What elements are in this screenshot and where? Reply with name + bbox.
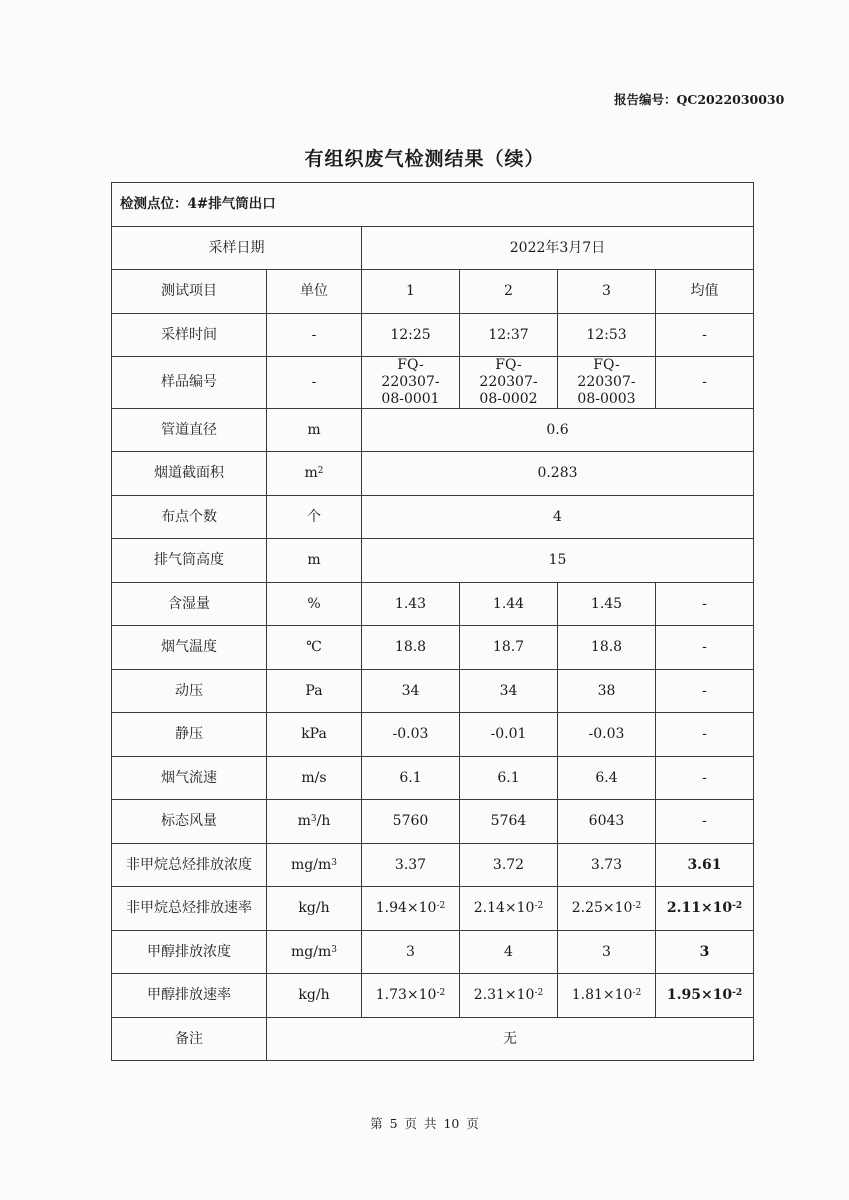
- table-row: [112, 713, 754, 757]
- unit-cell: Pa: [267, 670, 362, 713]
- item-cell: 样品编号: [112, 357, 267, 409]
- header-row: [112, 270, 754, 314]
- page-title: 有组织废气检测结果（续）: [304, 148, 545, 170]
- item-cell: 静压: [112, 713, 267, 757]
- value-cell: -0.01: [460, 713, 558, 757]
- unit-cell: 个: [267, 496, 362, 539]
- table-row: [112, 974, 754, 1018]
- value-cell: 12:53: [558, 314, 656, 357]
- value-base: 2.25×10: [571, 900, 633, 916]
- value-base: 2.14×10: [473, 900, 535, 916]
- value-exponent: -2: [732, 988, 743, 998]
- value-cell: 1.45: [558, 583, 656, 626]
- remark-row: [112, 1018, 754, 1061]
- item-cell: 管道直径: [112, 409, 267, 452]
- unit-superscript: 3: [310, 814, 317, 824]
- value-cell: [460, 887, 558, 931]
- average-cell: [656, 974, 754, 1018]
- value-cell: 6.1: [460, 757, 558, 800]
- value-exponent: -2: [632, 988, 642, 998]
- merged-value-cell: 0.6: [362, 409, 754, 452]
- sampling-date-value: 2022年3月7日: [362, 227, 754, 270]
- value-cell: [460, 974, 558, 1018]
- unit-cell: %: [267, 583, 362, 626]
- results-table: [111, 182, 754, 1061]
- unit-superscript: 3: [331, 857, 337, 868]
- value-cell: FQ-220307-08-0003: [558, 357, 656, 409]
- average-cell: -: [656, 670, 754, 713]
- item-cell: 甲醇排放浓度: [112, 931, 267, 974]
- table-row: [112, 931, 754, 974]
- table-row: [112, 844, 754, 887]
- unit-base: mg/m: [291, 856, 332, 873]
- column-header: 3: [558, 270, 656, 314]
- unit-cell: [267, 931, 362, 974]
- item-cell: 烟气温度: [112, 626, 267, 670]
- table-row: [112, 757, 754, 800]
- average-cell: 3.61: [656, 844, 754, 887]
- table-row: [112, 626, 754, 670]
- value-base: 2.31×10: [473, 987, 535, 1003]
- value-exponent: -2: [534, 988, 544, 998]
- value-cell: 18.7: [460, 626, 558, 670]
- value-cell: 3.37: [362, 844, 460, 887]
- value-cell: [558, 974, 656, 1018]
- item-cell: 排气筒高度: [112, 539, 267, 583]
- unit-base: m: [304, 465, 318, 481]
- item-cell: 采样时间: [112, 314, 267, 357]
- value-exponent: -2: [436, 988, 446, 998]
- unit-cell: kg/h: [267, 887, 362, 931]
- average-cell: -: [656, 713, 754, 757]
- merged-value-cell: 15: [362, 539, 754, 583]
- table-row: [112, 670, 754, 713]
- report-number: [614, 90, 784, 108]
- item-cell: 非甲烷总烃排放速率: [112, 887, 267, 931]
- item-cell: 非甲烷总烃排放浓度: [112, 844, 267, 887]
- value-cell: 12:37: [460, 314, 558, 357]
- value-cell: 3.73: [558, 844, 656, 887]
- value-cell: 6.4: [558, 757, 656, 800]
- value-base: 1.95×10: [666, 987, 733, 1003]
- unit-tail: /h: [316, 813, 331, 829]
- item-cell: 烟道截面积: [112, 452, 267, 496]
- item-cell: 标态风量: [112, 800, 267, 844]
- value-base: 1.81×10: [571, 987, 633, 1003]
- value-cell: [362, 974, 460, 1018]
- value-cell: 3.72: [460, 844, 558, 887]
- value-exponent: -2: [534, 901, 544, 911]
- value-cell: -0.03: [362, 713, 460, 757]
- value-cell: 3: [362, 931, 460, 974]
- sampling-date-label: 采样日期: [112, 227, 362, 270]
- value-cell: 12:25: [362, 314, 460, 357]
- value-cell: 6.1: [362, 757, 460, 800]
- table-row: [112, 357, 754, 409]
- value-cell: 38: [558, 670, 656, 713]
- value-exponent: -2: [732, 901, 743, 911]
- column-header: 测试项目: [112, 270, 267, 314]
- value-exponent: -2: [436, 901, 446, 911]
- item-cell: 甲醇排放速率: [112, 974, 267, 1018]
- average-cell: [656, 887, 754, 931]
- location-cell: 检测点位：4#排气筒出口: [112, 183, 754, 227]
- value-base: 2.11×10: [666, 900, 733, 916]
- unit-base: mg/m: [291, 943, 332, 960]
- unit-cell: m: [267, 409, 362, 452]
- unit-cell: [267, 452, 362, 496]
- report-number-label: 报告编号：: [614, 92, 677, 107]
- column-header: 1: [362, 270, 460, 314]
- value-cell: 1.44: [460, 583, 558, 626]
- value-cell: 18.8: [558, 626, 656, 670]
- value-base: 1.73×10: [375, 987, 437, 1003]
- value-cell: 18.8: [362, 626, 460, 670]
- unit-cell: m/s: [267, 757, 362, 800]
- value-cell: 34: [362, 670, 460, 713]
- table-row: [112, 314, 754, 357]
- item-cell: 动压: [112, 670, 267, 713]
- table-row: [112, 452, 754, 496]
- average-cell: -: [656, 314, 754, 357]
- table-row: [112, 539, 754, 583]
- table-row: [112, 583, 754, 626]
- value-cell: 34: [460, 670, 558, 713]
- value-cell: -0.03: [558, 713, 656, 757]
- value-cell: 4: [460, 931, 558, 974]
- value-cell: [362, 887, 460, 931]
- value-cell: 5764: [460, 800, 558, 844]
- table-row: [112, 409, 754, 452]
- unit-superscript: 2: [317, 466, 324, 476]
- average-cell: -: [656, 757, 754, 800]
- average-cell: 3: [656, 931, 754, 974]
- unit-cell: -: [267, 357, 362, 409]
- unit-cell: kg/h: [267, 974, 362, 1018]
- merged-value-cell: 0.283: [362, 452, 754, 496]
- report-number-value: QC2022030030: [676, 92, 785, 107]
- unit-cell: m: [267, 539, 362, 583]
- average-cell: -: [656, 357, 754, 409]
- remark-value: 无: [267, 1018, 754, 1061]
- value-exponent: -2: [632, 901, 642, 911]
- unit-cell: ℃: [267, 626, 362, 670]
- unit-superscript: 3: [331, 944, 337, 955]
- unit-cell: kPa: [267, 713, 362, 757]
- value-cell: 5760: [362, 800, 460, 844]
- unit-cell: [267, 844, 362, 887]
- item-cell: 烟气流速: [112, 757, 267, 800]
- unit-cell: [267, 800, 362, 844]
- unit-base: m: [297, 813, 311, 829]
- table-row: [112, 496, 754, 539]
- value-cell: FQ-220307-08-0002: [460, 357, 558, 409]
- page-footer: 第 5 页 共 10 页: [370, 1116, 479, 1131]
- value-base: 1.94×10: [375, 900, 437, 916]
- column-header: 单位: [267, 270, 362, 314]
- value-cell: 6043: [558, 800, 656, 844]
- merged-value-cell: 4: [362, 496, 754, 539]
- value-cell: 3: [558, 931, 656, 974]
- item-cell: 布点个数: [112, 496, 267, 539]
- value-cell: [558, 887, 656, 931]
- item-cell: 含湿量: [112, 583, 267, 626]
- average-cell: -: [656, 800, 754, 844]
- value-cell: FQ-220307-08-0001: [362, 357, 460, 409]
- average-cell: -: [656, 626, 754, 670]
- average-cell: -: [656, 583, 754, 626]
- column-header: 2: [460, 270, 558, 314]
- remark-label: 备注: [112, 1018, 267, 1061]
- value-cell: 1.43: [362, 583, 460, 626]
- table-row: [112, 800, 754, 844]
- column-header: 均值: [656, 270, 754, 314]
- unit-cell: -: [267, 314, 362, 357]
- table-row: [112, 887, 754, 931]
